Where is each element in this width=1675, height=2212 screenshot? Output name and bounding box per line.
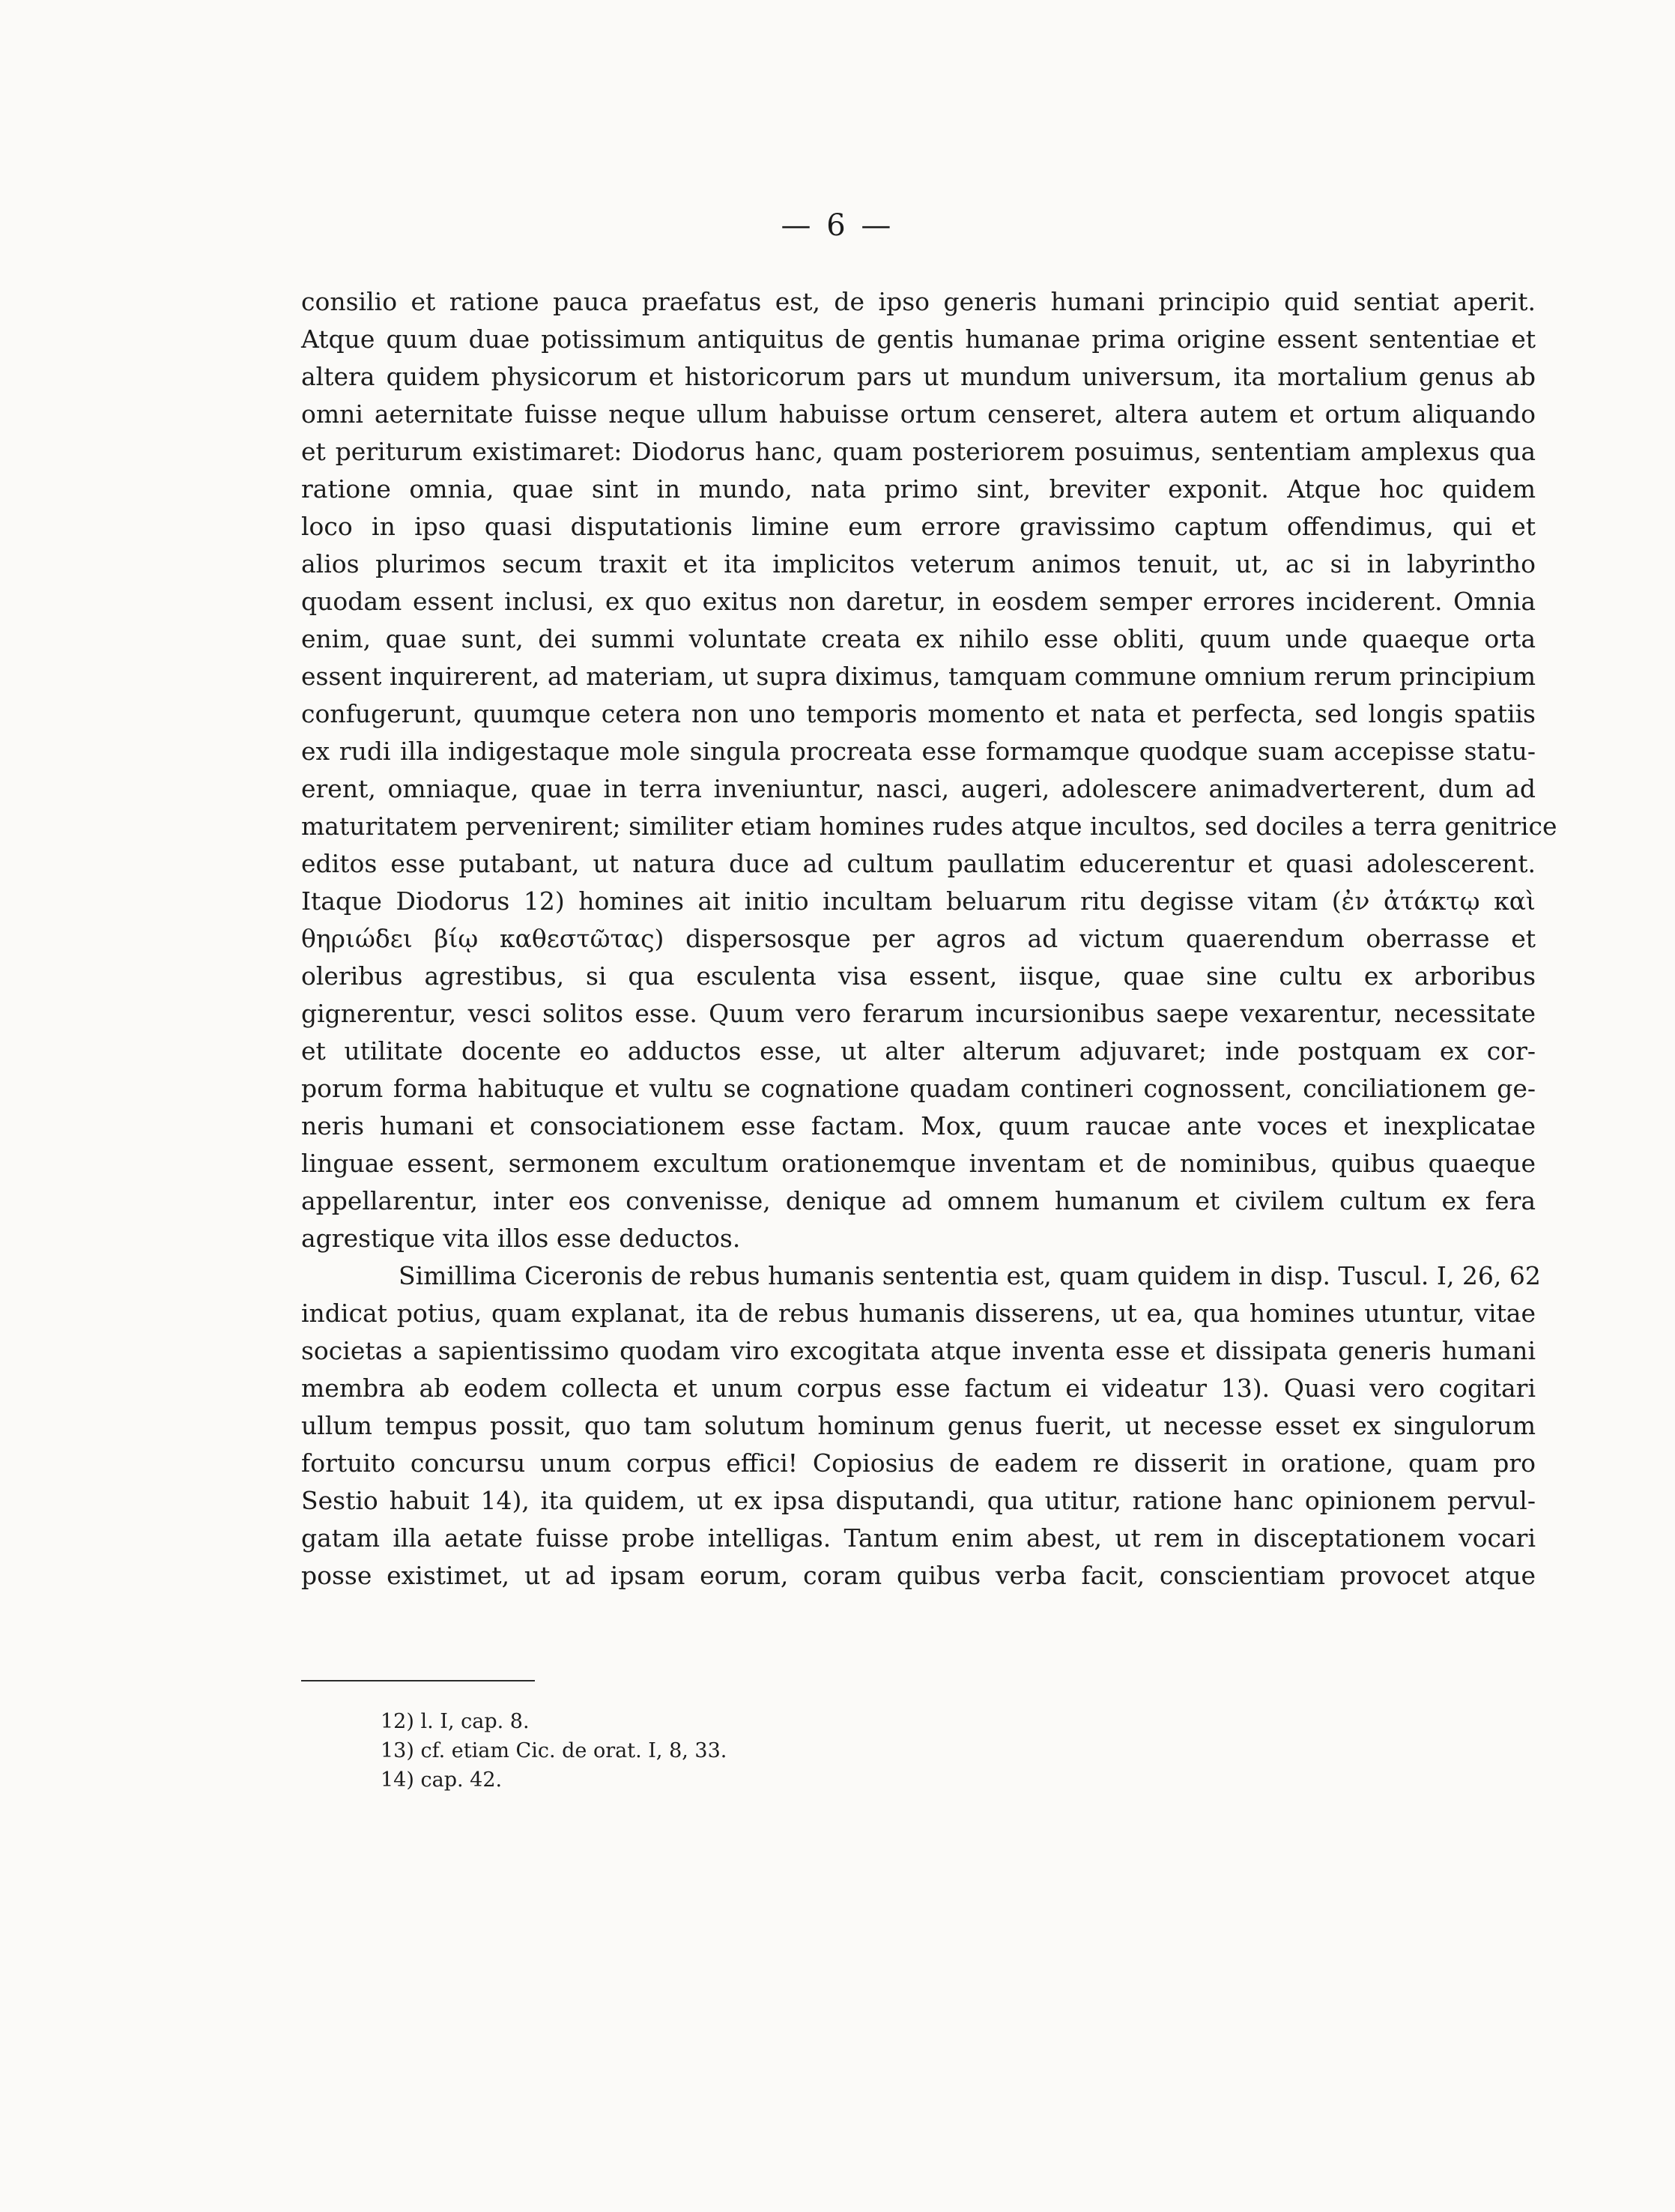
page-number: — 6 — [781, 208, 894, 243]
text-line: societas a sapientissimo quodam viro excogitata atque inventa esse et dissipata generis humani [301, 1336, 1536, 1365]
text-line: altera quidem physicorum et historicorum pars ut mundum universum, ita mortalium genus ab [301, 362, 1536, 391]
text-line: enim, quae sunt, dei summi voluntate creata ex nihilo esse obliti, quum unde quaeque orta [301, 624, 1536, 653]
body-text [301, 283, 1557, 1595]
text-line: loco in ipso quasi disputationis limine eum errore gravissimo captum offendimus, qui et [301, 512, 1536, 541]
text-line: quodam essent inclusi, ex quo exitus non daretur, in eosdem semper errores inciderent. Omnia [301, 587, 1536, 616]
paragraph-start-line: Simillima Ciceronis de rebus humanis sententia est, quam quidem in disp. Tuscul. I, 26, 62 [399, 1261, 1541, 1290]
text-line: Sestio habuit 14), ita quidem, ut ex ipsa disputandi, qua utitur, ratione hanc opinionem pervul- [301, 1486, 1536, 1515]
text-line: ratione omnia, quae sint in mundo, nata primo sint, breviter exponit. Atque hoc quidem [301, 474, 1536, 504]
text-line: erent, omniaque, quae in terra inveniuntur, nasci, augeri, adolescere animadverterent, dum ad [301, 774, 1536, 803]
text-line: porum forma habituque et vultu se cognatione quadam contineri cognossent, conciliationem ge- [301, 1074, 1536, 1103]
text-line: membra ab eodem collecta et unum corpus esse factum ei videatur 13). Quasi vero cogitari [301, 1374, 1536, 1403]
text-line: ex rudi illa indigestaque mole singula procreata esse formamque quodque suam accepisse statu- [301, 737, 1536, 766]
text-line: gignerentur, vesci solitos esse. Quum vero ferarum incursionibus saepe vexarentur, necessitate [301, 999, 1536, 1028]
text-line: fortuito concursu unum corpus effici! Copiosius de eadem re disserit in oratione, quam pro [301, 1448, 1536, 1478]
footnotes [381, 1707, 727, 1795]
paragraph-end-line: agrestique vita illos esse deductos. [301, 1224, 741, 1253]
text-line: Itaque Diodorus 12) homines ait initio incultam beluarum ritu degisse vitam (ἐν ἀτάκτῳ καὶ [301, 886, 1536, 916]
text-line: Atque quum duae potissimum antiquitus de gentis humanae prima origine essent sententiae et [301, 324, 1536, 354]
footnote: 14) cap. 42. [381, 1768, 503, 1792]
text-line: oleribus agrestibus, si qua esculenta visa essent, iisque, quae sine cultu ex arboribus [301, 961, 1536, 991]
text-line: consilio et ratione pauca praefatus est, de ipso generis humani principio quid sentiat aperit. [301, 287, 1536, 316]
text-line: ullum tempus possit, quo tam solutum hominum genus fuerit, ut necesse esset ex singulorum [301, 1411, 1536, 1440]
footnote: 12) l. I, cap. 8. [381, 1710, 530, 1733]
text-line: editos esse putabant, ut natura duce ad cultum paullatim educerentur et quasi adolescerent. [301, 849, 1536, 878]
footnote-divider [301, 1680, 535, 1681]
text-line: essent inquirerent, ad materiam, ut supra diximus, tamquam commune omnium rerum principium [301, 662, 1536, 691]
text-line: confugerunt, quumque cetera non uno temporis momento et nata et perfecta, sed longis spatiis [301, 699, 1536, 728]
text-line: alios plurimos secum traxit et ita implicitos veterum animos tenuit, ut, ac si in labyrintho [301, 549, 1536, 578]
text-line: maturitatem pervenirent; similiter etiam homines rudes atque incultos, sed dociles a terra genitrice [301, 812, 1557, 841]
text-line: omni aeternitate fuisse neque ullum habuisse ortum censeret, altera autem et ortum aliquando [301, 399, 1536, 429]
text-line: neris humani et consociationem esse factam. Mox, quum raucae ante voces et inexplicatae [301, 1111, 1536, 1140]
text-line: et utilitate docente eo adductos esse, ut alter alterum adjuvaret; inde postquam ex cor- [301, 1036, 1536, 1066]
text-line: gatam illa aetate fuisse probe intelligas. Tantum enim abest, ut rem in disceptationem vocari [301, 1523, 1536, 1553]
text-line: linguae essent, sermonem excultum orationemque inventam et de nominibus, quibus quaeque [301, 1149, 1536, 1178]
text-line: posse existimet, ut ad ipsam eorum, coram quibus verba facit, conscientiam provocet atque [301, 1561, 1536, 1590]
text-line: appellarentur, inter eos convenisse, denique ad omnem humanum et civilem cultum ex fera [301, 1186, 1536, 1215]
text-line: indicat potius, quam explanat, ita de rebus humanis disserens, ut ea, qua homines utuntur, vitae [301, 1299, 1536, 1328]
text-line: et periturum existimaret: Diodorus hanc, quam posteriorem posuimus, sententiam amplexus qua [301, 437, 1536, 466]
text-line: θηριώδει βίῳ καθεστῶτας) dispersosque per agros ad victum quaerendum oberrasse et [301, 924, 1536, 953]
footnote: 13) cf. etiam Cic. de orat. I, 8, 33. [381, 1739, 727, 1762]
